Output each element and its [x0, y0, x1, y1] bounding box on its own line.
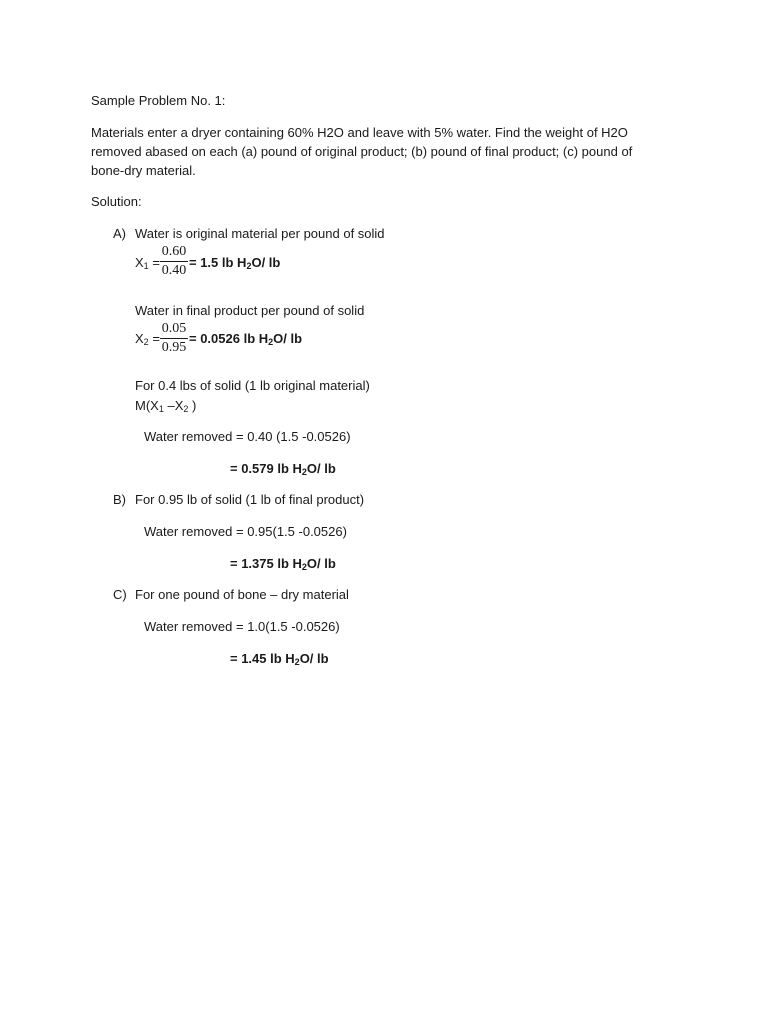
x1-variable: $X_1$ = [135, 255, 160, 271]
part-b-water-removed: Water removed = 0.95(1.5 -0.0526) [144, 524, 347, 539]
part-c-marker: C) [113, 587, 127, 602]
part-a-intro: Water is original material per pound of solid [135, 226, 385, 241]
x1-fraction [160, 244, 188, 279]
part-a-final-intro: Water in final product per pound of solid [135, 303, 365, 318]
part-a-water-removed: Water removed = 0.40 (1.5 -0.0526) [144, 429, 351, 444]
x1-denominator: 0.40 [161, 263, 187, 278]
problem-text-line-2: removed abased on each (a) pound of original product; (b) pound of final product; (c) pound of [91, 144, 633, 159]
part-a-marker: A) [113, 226, 126, 241]
solution-label: Solution: [91, 194, 142, 209]
x2-result: = 0.0526 lb $H_2O/$ lb [189, 331, 303, 347]
part-c-answer: = 1.45 lb $H_2O/$ lb [230, 651, 329, 667]
part-c-intro: For one pound of bone – dry material [135, 587, 349, 602]
part-b-answer: = 1.375 lb $H_2O/$ lb [230, 556, 336, 572]
part-b-marker: B) [113, 492, 126, 507]
problem-text-line-3: bone-dry material. [91, 163, 196, 178]
problem-heading: Sample Problem No. 1: [91, 93, 226, 108]
part-a-answer: = 0.579 lb $H_2O/$ lb [230, 461, 336, 477]
part-c-water-removed: Water removed = 1.0(1.5 -0.0526) [144, 619, 340, 634]
x1-numerator: 0.60 [160, 244, 188, 262]
x2-numerator: 0.05 [160, 321, 188, 339]
x1-result: = 1.5 lb $H_2O/$ lb [189, 255, 281, 271]
x2-variable: $X_2$ = [135, 331, 160, 347]
part-b-intro: For 0.95 lb of solid (1 lb of final product) [135, 492, 365, 507]
problem-text-line-1: Materials enter a dryer containing 60% H2O and leave with 5% water. Find the weight of H2O [91, 125, 628, 140]
part-a-solid-intro: For 0.4 lbs of solid (1 lb original material) [135, 378, 370, 393]
m-expression: $M(X_1$ $-X_2$ ) [135, 398, 197, 414]
x2-fraction [160, 321, 188, 356]
x2-denominator: 0.95 [161, 340, 187, 355]
